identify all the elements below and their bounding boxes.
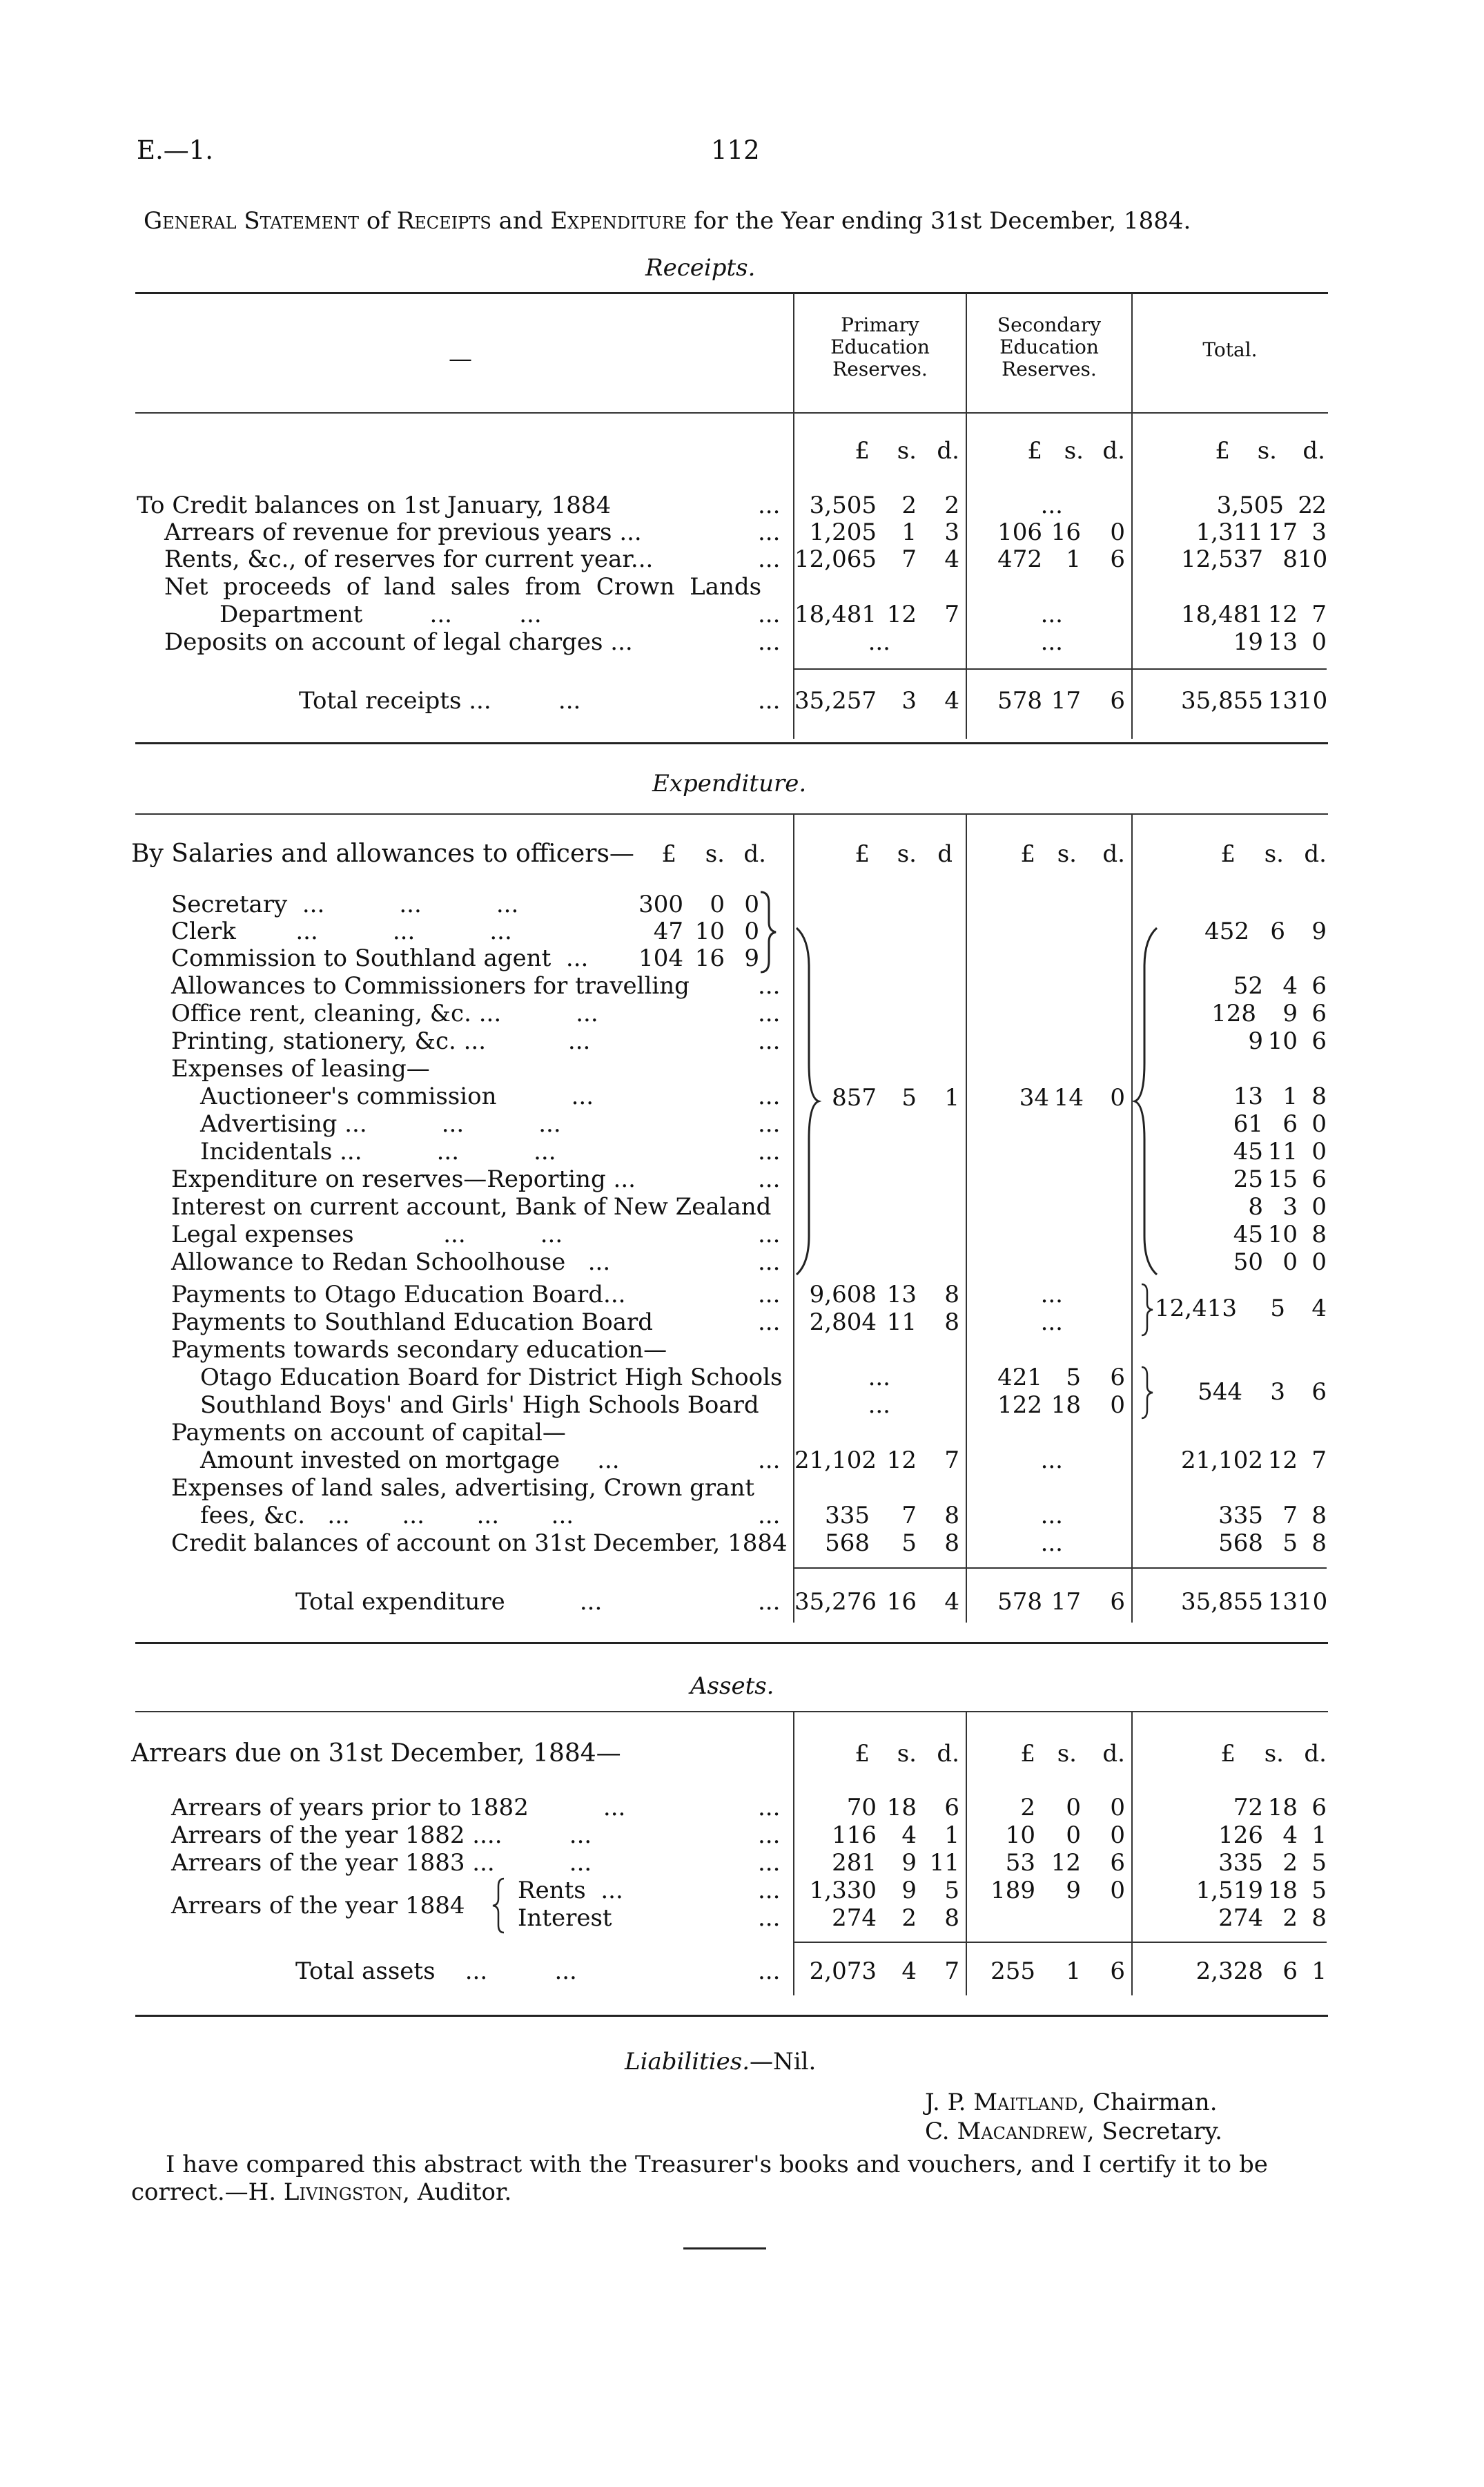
certification-line-2: correct.—H. Livingston, Auditor. [131,2178,512,2206]
table-row: Auctioneer's commission ... ... 13 1 8 [200,1083,1327,1110]
table-row: Allowances to Commissioners for travelling ... 52 4 6 [171,972,1327,1000]
column-header-primary: Primary Education Reserves. [830,313,930,380]
rule [135,813,1328,815]
table-row: Interest on current account, Bank of New Zealand 8 3 0 [171,1193,1327,1221]
table-row: Legal expenses ... ... ... 45 10 8 [171,1221,1327,1248]
table-row: Payments to Southland Education Board ... 2,804 11 8 ... [171,1308,1063,1336]
rule [135,1711,1328,1712]
rule [794,1942,1327,1943]
signature-chairman: J. P. Maitland, Chairman. [925,2089,1218,2116]
section-heading-receipts: Receipts. [645,254,756,282]
table-row: Secretary ... ... ... 300 0 0 [171,891,759,918]
column-header-total: Total. [1202,338,1258,361]
title-word: Expenditure [550,207,687,235]
assets-intro-row: Arrears due on 31st December, 1884— £ s. d. £ s. d. £ s. d. [131,1739,1327,1768]
table-row: fees, &c. ... ... ... ... ... 335 7 8 ... 335 7 8 [200,1502,1327,1529]
table-row: Commission to Southland agent ... 104 16 9 [171,945,759,972]
table-row: Allowance to Redan Schoolhouse ... ... 50 0 0 [171,1248,1327,1276]
table-row: Expenses of land sales, advertising, Crown grant [171,1474,755,1502]
title-word: Statement [244,207,359,235]
certification-line-1: I have compared this abstract with the Treasurer's books and vouchers, and I certify it to be [166,2151,1268,2178]
title-word: and [498,207,543,235]
table-row: Southland Boys' and Girls' High Schools Board ... 122 18 0 [200,1391,1125,1419]
table-row: Rents ... ... 1,330 9 5 189 9 0 1,519 18 5 [518,1877,1327,1904]
title-word: of [366,207,389,235]
table-row: Net proceeds of land sales from Crown Lands [164,573,762,601]
total-row: Total expenditure ... ... 35,276 16 4 578 17 6 35,855 13 10 [295,1588,1328,1616]
table-row: Clerk ... ... ... 47 10 0 [171,918,759,945]
title-word: for the Year ending 31st December, 1884. [694,207,1191,235]
liabilities-line: Liabilities.—Nil. [625,2048,817,2075]
page-number: 112 [711,135,760,165]
section-heading-expenditure: Expenditure. [652,770,807,797]
table-row: Expenses of leasing— [171,1055,430,1083]
arrears-1884-label-row: Arrears of the year 1884 [171,1892,465,1919]
rule [135,2015,1328,2017]
total-row: Total assets ... ... ... 2,073 4 7 255 1 6 2,328 6 1 [295,1957,1327,1985]
rule [135,742,1328,744]
table-row: Payments to Otago Education Board... ... 9,608 13 8 ... [171,1281,1063,1308]
table-row: Incidentals ... ... ... ... 45 11 0 [200,1138,1327,1165]
table-row: Rents, &c., of reserves for current year... ... 12,065 7 4 472 1 6 12,537 8 10 [164,545,1328,573]
expenditure-intro-row: By Salaries and allowances to officers— £ s. d. £ s. d £ s. d. £ s. d. [131,840,1327,868]
group-brace-total [1132,925,1160,1277]
table-row: Interest ... 274 2 8 274 2 8 [518,1904,1327,1932]
closing-rule [683,2247,766,2249]
table-row: Payments on account of capital— [171,1419,566,1446]
total-row: Total receipts ... ... ... 35,257 3 4 578 17 6 35,855 13 10 [299,687,1328,715]
salaries-total-row: 452 6 9 [1204,918,1327,945]
table-row: Otago Education Board for District High Schools ... 421 5 6 [200,1364,1125,1391]
table-row: Amount invested on mortgage ... ... 21,102 12 7 ... 21,102 12 7 [200,1446,1327,1474]
table-row: Deposits on account of legal charges ... ... ... ... 19 13 0 [164,628,1327,656]
table-row: Arrears of years prior to 1882 ... ... 70 18 6 2 0 0 72 18 6 [171,1794,1327,1821]
units-row: £ s. d. £ s. d. £ s. d. [855,437,1325,465]
table-row: Department ... ... ... 18,481 12 7 ... 18,481 12 7 [219,601,1327,628]
rule [135,1642,1328,1644]
table-row: Advertising ... ... ... ... 61 6 0 [200,1110,1327,1138]
rule [794,668,1327,670]
signature-secretary: C. Macandrew, Secretary. [925,2118,1222,2145]
table-row: Credit balances of account on 31st December, 1884 568 5 8 ... 568 5 8 [171,1529,1327,1557]
group-total-row: 857 5 1 34 14 0 [832,1084,1125,1112]
rule [135,412,1328,414]
table-row: To Credit balances on 1st January, 1884 ... 3,505 2 2 ... 3,505 2 2 [137,492,1327,519]
table-row: Arrears of the year 1882 .... ... ... 116 4 1 10 0 0 126 4 1 [171,1821,1327,1849]
document-reference: E.—1. [137,135,214,165]
page-title [144,207,1191,235]
secondary-total-row: 544 3 6 [1198,1378,1327,1406]
table-row: Office rent, cleaning, &c. ... ... ... 128 9 6 [171,1000,1327,1027]
column-header-secondary: Secondary Education Reserves. [997,313,1102,380]
boards-total-row: 12,413 5 4 [1155,1295,1327,1322]
table-row: Printing, stationery, &c. ... ... ... 9 10 6 [171,1027,1327,1055]
table-row: Payments towards secondary education— [171,1336,667,1364]
section-heading-assets: Assets. [690,1672,774,1700]
table-row: Expenditure on reserves—Reporting ... ... 25 15 6 [171,1165,1327,1193]
column-header-particulars: — [449,345,472,373]
rule [135,292,1328,294]
title-word: General [144,207,237,235]
rule [794,1567,1327,1569]
table-row: Arrears of the year 1883 ... ... ... 281 9 11 53 12 6 335 2 5 [171,1849,1327,1877]
table-row: Arrears of revenue for previous years ... ... 1,205 1 3 106 16 0 1,311 17 3 [164,519,1327,546]
title-word: Receipts [396,207,491,235]
